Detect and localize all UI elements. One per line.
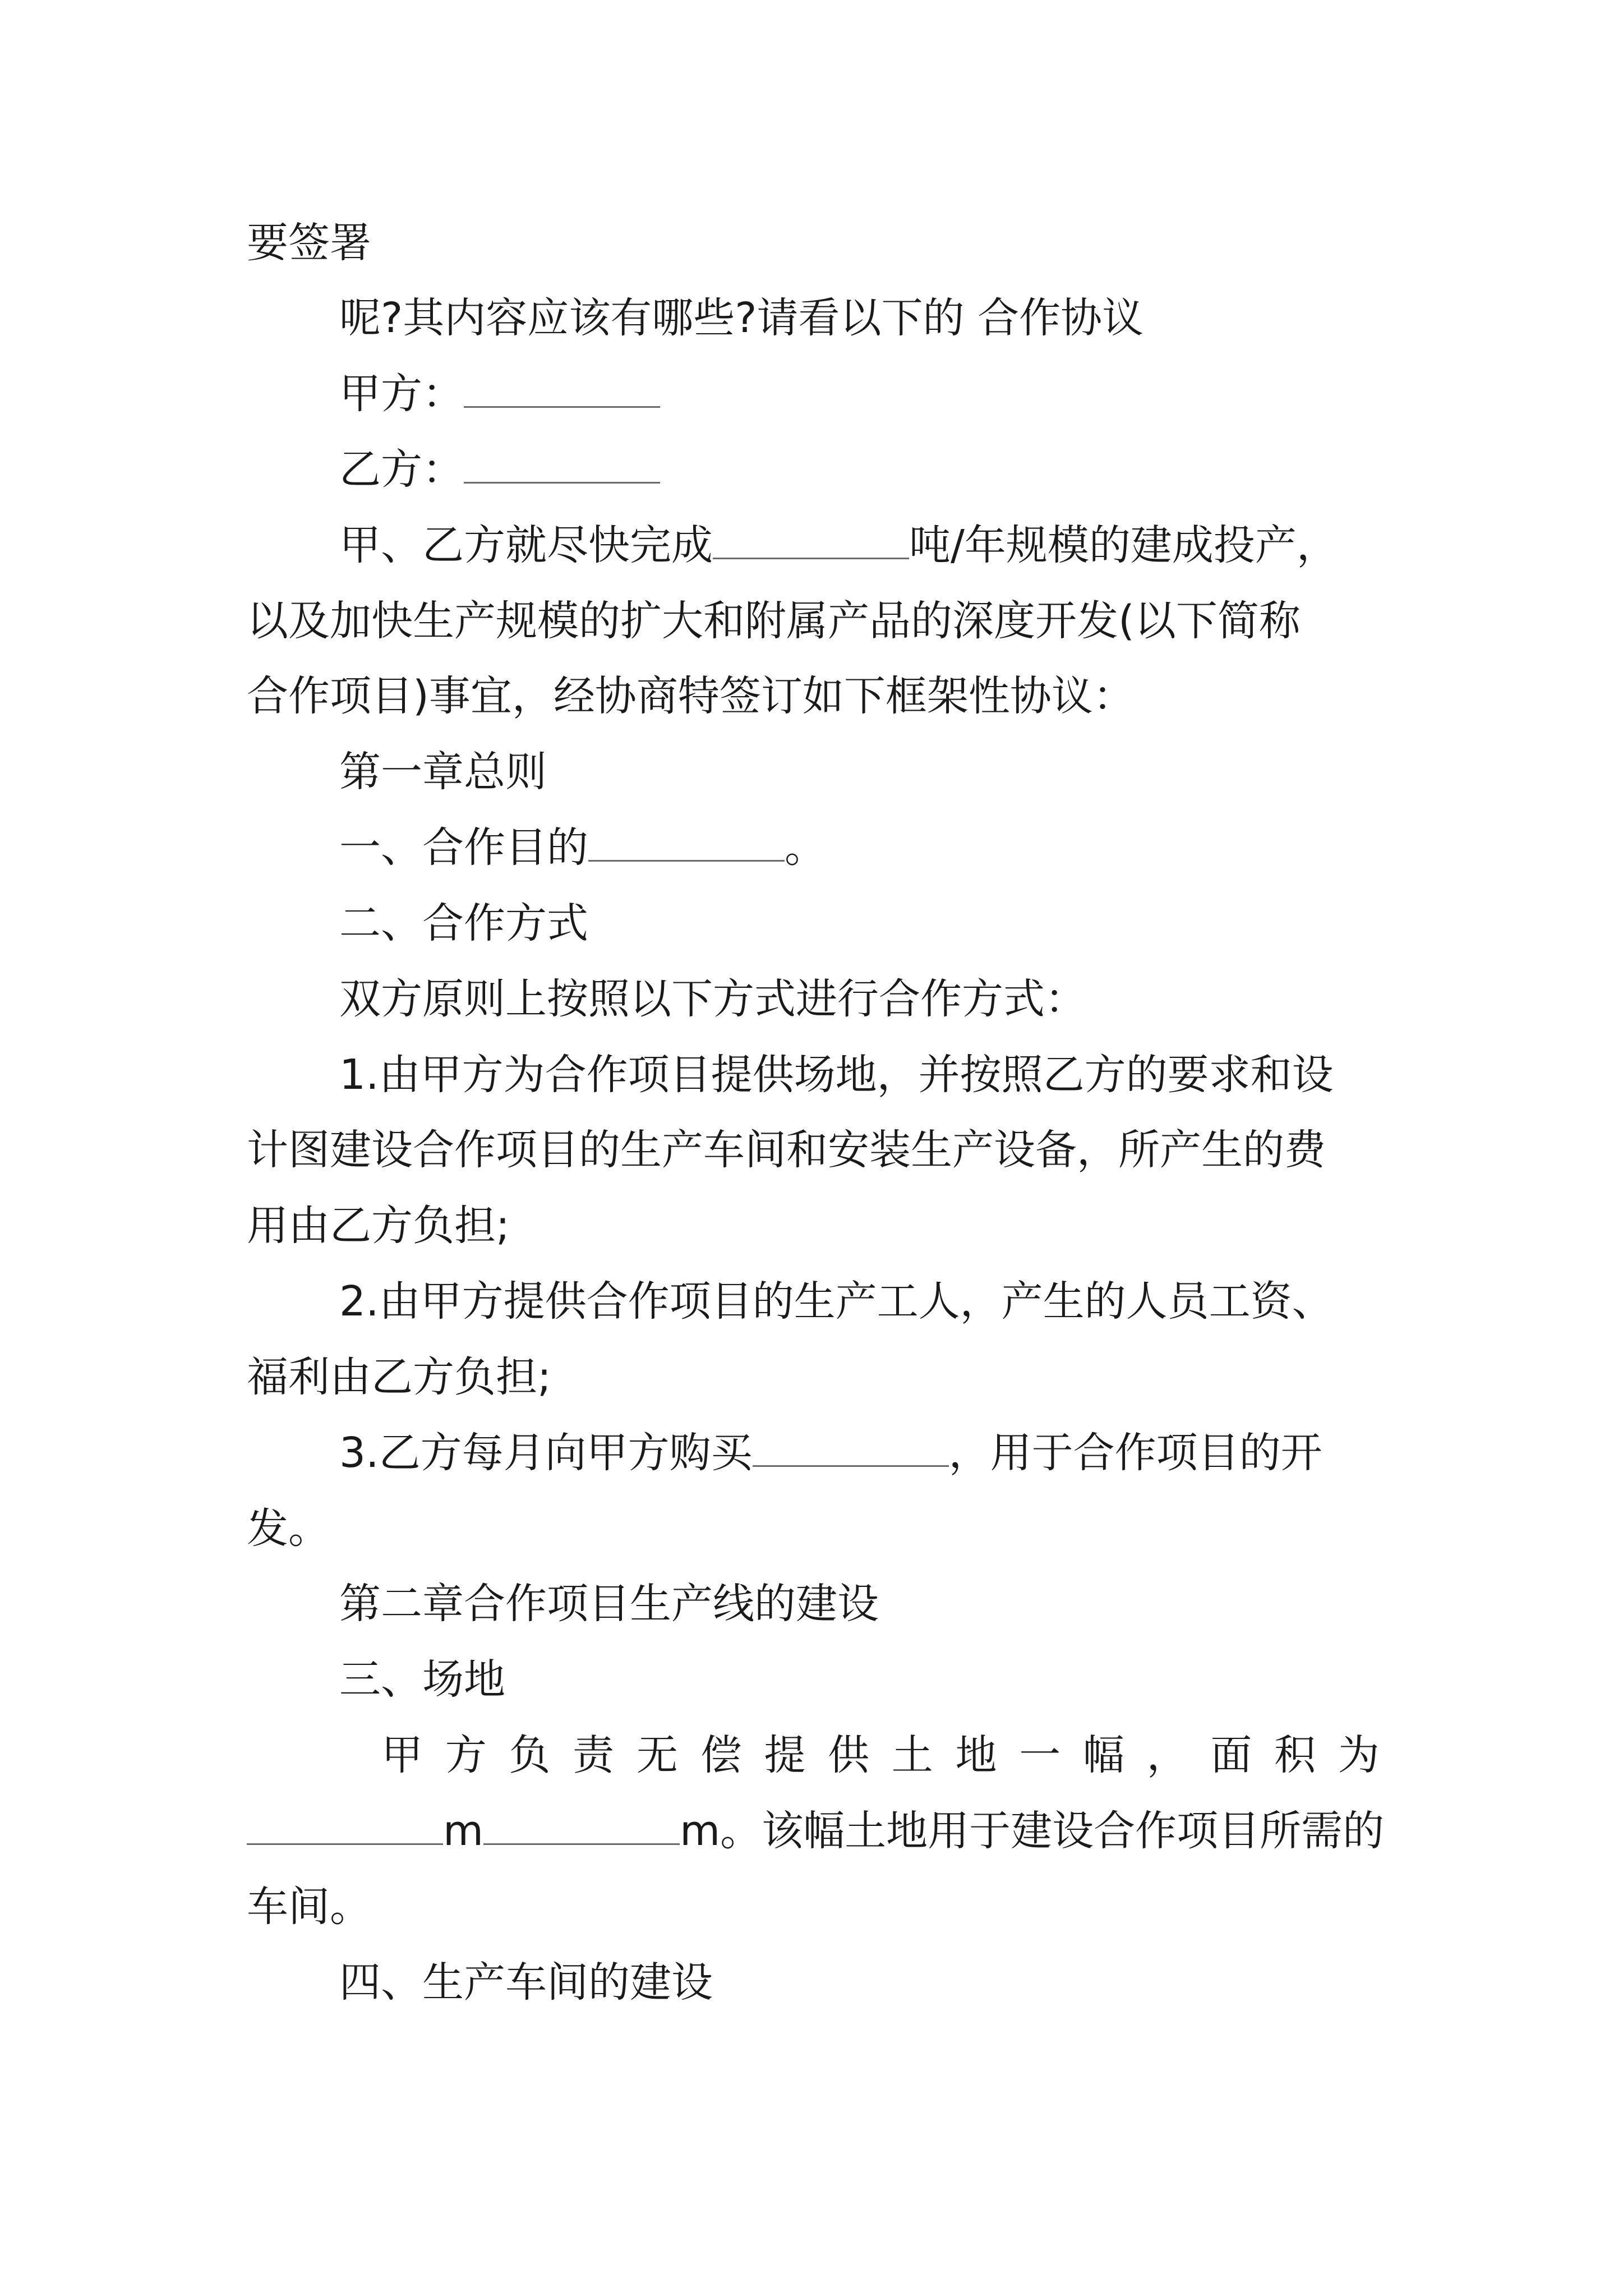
fill-in-blank xyxy=(464,445,660,484)
fill-in-blank xyxy=(588,823,785,862)
fill-in-blank xyxy=(483,1806,680,1845)
section-heading: 四、生产车间的建设 xyxy=(339,1958,713,2007)
fill-in-blank xyxy=(713,521,909,559)
text-line: 以及加快生产规模的扩大和附属产品的深度开发(以下简称 xyxy=(247,597,1301,645)
text-line: 用由乙方负担; xyxy=(247,1202,510,1250)
text-line: 2.由甲方提供合作项目的生产工人，产生的人员工资、 xyxy=(339,1277,1334,1326)
party-a-line: 甲方： xyxy=(339,363,1623,425)
text-line: 福利由乙方负担; xyxy=(247,1353,551,1401)
fill-in-blank xyxy=(753,1428,949,1467)
text-line: 合作项目)事宜，经协商特签订如下框架性协议： xyxy=(247,672,1135,720)
section-heading: 二、合作方式 xyxy=(339,899,588,947)
text-line: 呢?其内容应该有哪些?请看以下的 合作协议 xyxy=(339,294,1144,342)
text-line: 双方原则上按照以下方式进行合作方式： xyxy=(339,975,1086,1023)
fill-in-blank xyxy=(464,369,660,408)
chapter-heading: 第二章合作项目生产线的建设 xyxy=(339,1580,879,1628)
text-line: m m。该幅土地用于建设合作项目所需的 xyxy=(247,1800,1623,1862)
justified-text-line: 甲 方 负 责 无 偿 提 供 土 地 一 幅 ， 面 积 为 xyxy=(381,1731,1380,1779)
party-b-line: 乙方： xyxy=(339,439,1623,500)
section-heading: 三、场地 xyxy=(339,1655,505,1704)
text-line: 甲、乙方就尽快完成 吨/年规模的建成投产， xyxy=(339,521,1338,569)
text-line: 3.乙方每月向甲方购买 ，用于合作项目的开 xyxy=(339,1429,1322,1477)
text-line: 发。 xyxy=(247,1504,330,1553)
text-line: 要签署 xyxy=(247,219,371,267)
text-line: 计图建设合作项目的生产车间和安装生产设备，所产生的费 xyxy=(247,1126,1326,1174)
section-heading: 一、合作目的 。 xyxy=(339,823,826,872)
text-line: 1.由甲方为合作项目提供场地，并按照乙方的要求和设 xyxy=(339,1051,1334,1099)
chapter-heading: 第一章总则 xyxy=(339,748,547,796)
fill-in-blank xyxy=(247,1806,443,1845)
text-line: 车间。 xyxy=(247,1883,371,1931)
